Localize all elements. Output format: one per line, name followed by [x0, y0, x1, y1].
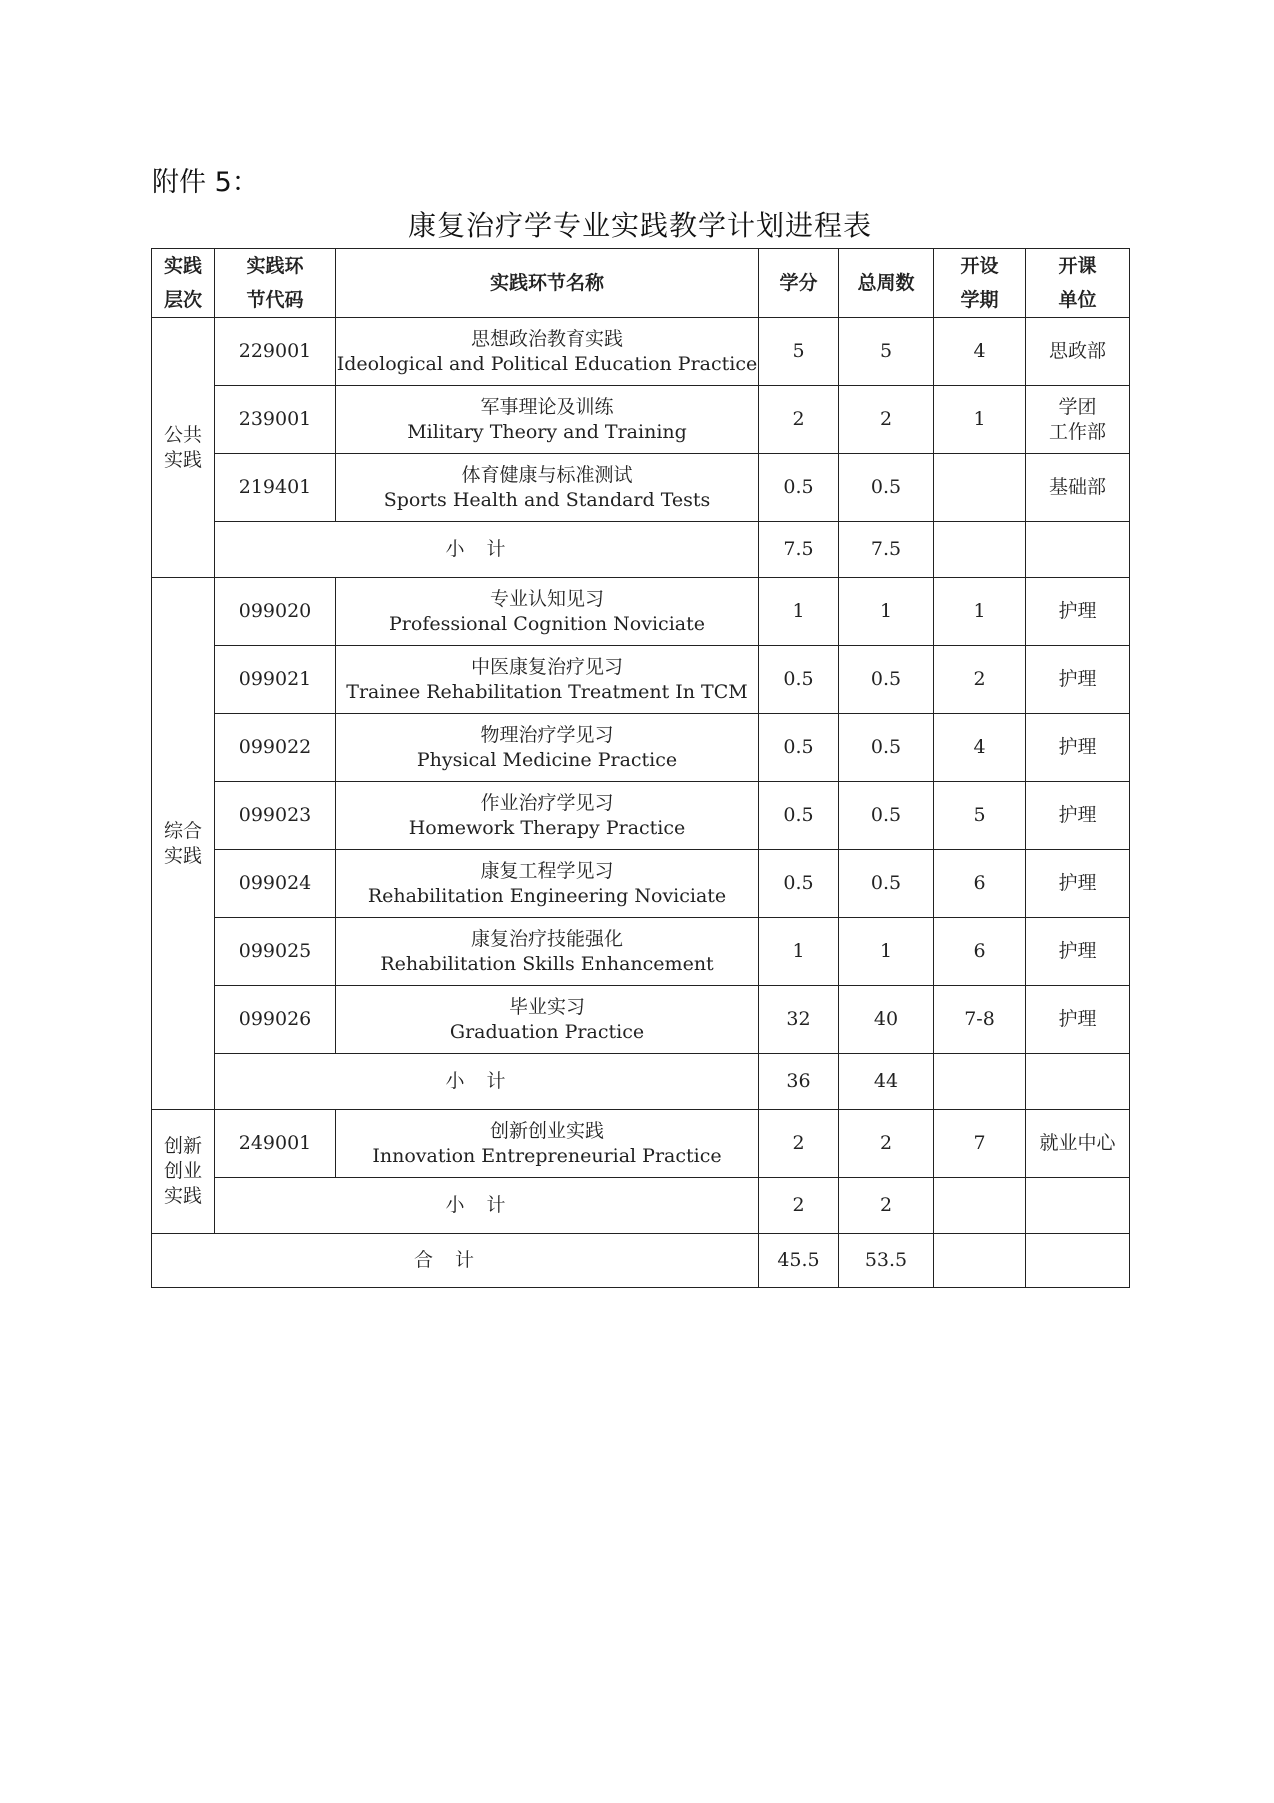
header-code-line2: 节代码 [246, 289, 304, 311]
unit-cell [1026, 850, 1130, 918]
practice-name-en: Innovation Entrepreneurial Practice [372, 1144, 722, 1167]
practice-code: 219401 [215, 454, 336, 522]
header-unit-line1: 开课 [1058, 255, 1097, 277]
header-unit-line2: 单位 [1058, 289, 1097, 311]
weeks-cell: 2 [839, 1110, 934, 1178]
weeks-cell: 0.5 [839, 850, 934, 918]
weeks-cell: 0.5 [839, 454, 934, 522]
unit-line: 护理 [1058, 804, 1097, 827]
semester-cell: 2 [934, 646, 1026, 714]
semester-cell: 4 [934, 318, 1026, 386]
practice-name-en: Sports Health and Standard Tests [383, 488, 711, 511]
practice-name [336, 454, 759, 522]
practice-code: 099024 [215, 850, 336, 918]
unit-line: 思政部 [1048, 340, 1106, 363]
document-title: 康复治疗学专业实践教学计划进程表 [407, 209, 872, 242]
practice-code: 099023 [215, 782, 336, 850]
total-row [152, 1234, 1130, 1288]
header-level-line1: 实践 [163, 255, 202, 277]
semester-cell [934, 454, 1026, 522]
table-row [152, 850, 1130, 918]
subtotal-row [152, 1178, 1130, 1234]
practice-level-line: 综合 [163, 819, 202, 842]
subtotal-credits: 7.5 [759, 522, 839, 578]
credits-cell: 0.5 [759, 850, 839, 918]
practice-code: 239001 [215, 386, 336, 454]
practice-code: 099022 [215, 714, 336, 782]
practice-plan-table [151, 248, 1130, 1288]
practice-name-cn: 物理治疗学见习 [480, 723, 614, 746]
unit-line: 工作部 [1048, 420, 1106, 443]
practice-level [152, 578, 215, 1110]
subtotal-semester [934, 1054, 1026, 1110]
unit-cell [1026, 386, 1130, 454]
practice-name [336, 578, 759, 646]
table-row [152, 386, 1130, 454]
header-unit [1026, 249, 1130, 318]
practice-name [336, 386, 759, 454]
practice-level-line: 实践 [163, 448, 202, 471]
total-credits: 45.5 [759, 1234, 839, 1288]
unit-line: 护理 [1058, 872, 1097, 895]
practice-code: 099026 [215, 986, 336, 1054]
practice-name-cn: 创新创业实践 [489, 1119, 604, 1142]
practice-level-line: 公共 [163, 423, 202, 446]
table-row [152, 782, 1130, 850]
practice-name-cn: 体育健康与标准测试 [461, 463, 633, 486]
practice-code: 099025 [215, 918, 336, 986]
subtotal-row [152, 522, 1130, 578]
practice-name-cn: 康复治疗技能强化 [470, 927, 623, 950]
semester-cell: 7 [934, 1110, 1026, 1178]
practice-level-line: 实践 [163, 844, 202, 867]
header-credits: 学分 [759, 249, 839, 318]
header-level [152, 249, 215, 318]
semester-cell: 5 [934, 782, 1026, 850]
weeks-cell: 40 [839, 986, 934, 1054]
unit-line: 护理 [1058, 940, 1097, 963]
unit-cell [1026, 578, 1130, 646]
subtotal-row [152, 1054, 1130, 1110]
header-row [152, 249, 1130, 318]
header-semester-line2: 学期 [960, 289, 999, 311]
table-row [152, 986, 1130, 1054]
weeks-cell: 5 [839, 318, 934, 386]
table-row [152, 318, 1130, 386]
unit-cell [1026, 646, 1130, 714]
subtotal-weeks: 44 [839, 1054, 934, 1110]
practice-name-cn: 毕业实习 [508, 995, 585, 1018]
practice-code: 249001 [215, 1110, 336, 1178]
unit-cell [1026, 782, 1130, 850]
header-name: 实践环节名称 [336, 249, 759, 318]
practice-code: 099020 [215, 578, 336, 646]
unit-line: 学团 [1058, 395, 1097, 418]
attachment-label: 附件 5： [152, 167, 259, 198]
semester-cell: 1 [934, 386, 1026, 454]
weeks-cell: 1 [839, 578, 934, 646]
practice-name-cn: 作业治疗学见习 [480, 791, 614, 814]
practice-name [336, 850, 759, 918]
subtotal-label: 小计 [215, 1178, 759, 1234]
practice-name-en: Professional Cognition Noviciate [389, 612, 705, 635]
credits-cell: 5 [759, 318, 839, 386]
table-row [152, 918, 1130, 986]
subtotal-unit [1026, 1054, 1130, 1110]
subtotal-credits: 2 [759, 1178, 839, 1234]
practice-name [336, 986, 759, 1054]
unit-cell [1026, 918, 1130, 986]
weeks-cell: 0.5 [839, 714, 934, 782]
table-row [152, 578, 1130, 646]
practice-level [152, 318, 215, 578]
unit-cell [1026, 1110, 1130, 1178]
semester-cell: 7-8 [934, 986, 1026, 1054]
unit-line: 护理 [1058, 1008, 1097, 1031]
total-unit [1026, 1234, 1130, 1288]
semester-cell: 6 [934, 850, 1026, 918]
table-row [152, 646, 1130, 714]
header-weeks: 总周数 [839, 249, 934, 318]
credits-cell: 0.5 [759, 646, 839, 714]
header-level-line2: 层次 [163, 289, 202, 311]
subtotal-label: 小计 [215, 1054, 759, 1110]
header-semester [934, 249, 1026, 318]
practice-name [336, 782, 759, 850]
practice-name-cn: 军事理论及训练 [480, 395, 614, 418]
credits-cell: 0.5 [759, 782, 839, 850]
practice-name-en: Military Theory and Training [407, 420, 687, 443]
practice-name [336, 918, 759, 986]
total-semester [934, 1234, 1026, 1288]
weeks-cell: 0.5 [839, 646, 934, 714]
practice-name [336, 714, 759, 782]
unit-line: 护理 [1058, 668, 1097, 691]
unit-line: 基础部 [1048, 476, 1106, 499]
practice-name-en: Rehabilitation Skills Enhancement [380, 952, 714, 975]
subtotal-credits: 36 [759, 1054, 839, 1110]
practice-code: 229001 [215, 318, 336, 386]
unit-cell [1026, 714, 1130, 782]
subtotal-semester [934, 1178, 1026, 1234]
table-row [152, 714, 1130, 782]
unit-cell [1026, 986, 1130, 1054]
total-weeks: 53.5 [839, 1234, 934, 1288]
semester-cell: 4 [934, 714, 1026, 782]
table-row [152, 1110, 1130, 1178]
unit-line: 护理 [1058, 736, 1097, 759]
credits-cell: 1 [759, 578, 839, 646]
weeks-cell: 2 [839, 386, 934, 454]
practice-name-en: Rehabilitation Engineering Noviciate [367, 884, 727, 907]
practice-name [336, 646, 759, 714]
practice-level [152, 1110, 215, 1234]
practice-level-line: 创业 [163, 1160, 202, 1183]
subtotal-unit [1026, 522, 1130, 578]
credits-cell: 2 [759, 386, 839, 454]
practice-code: 099021 [215, 646, 336, 714]
header-semester-line1: 开设 [960, 255, 999, 277]
practice-level-line: 实践 [163, 1184, 202, 1207]
semester-cell: 1 [934, 578, 1026, 646]
table-row [152, 454, 1130, 522]
credits-cell: 1 [759, 918, 839, 986]
practice-name-en: Ideological and Political Education Practice [336, 352, 758, 375]
subtotal-label: 小计 [215, 522, 759, 578]
unit-line: 就业中心 [1039, 1132, 1116, 1155]
header-code [215, 249, 336, 318]
practice-name-cn: 康复工程学见习 [480, 859, 614, 882]
unit-cell [1026, 454, 1130, 522]
practice-name-cn: 专业认知见习 [489, 587, 604, 610]
practice-name-en: Physical Medicine Practice [416, 748, 678, 771]
credits-cell: 0.5 [759, 454, 839, 522]
practice-name-en: Homework Therapy Practice [408, 816, 686, 839]
total-label: 合计 [152, 1234, 759, 1288]
credits-cell: 0.5 [759, 714, 839, 782]
subtotal-semester [934, 522, 1026, 578]
practice-level-line: 创新 [163, 1135, 202, 1158]
semester-cell: 6 [934, 918, 1026, 986]
practice-name-en: Graduation Practice [449, 1020, 645, 1043]
credits-cell: 2 [759, 1110, 839, 1178]
practice-name-en: Trainee Rehabilitation Treatment In TCM [346, 680, 748, 703]
practice-name [336, 1110, 759, 1178]
subtotal-weeks: 2 [839, 1178, 934, 1234]
table-body [152, 249, 1130, 1288]
subtotal-unit [1026, 1178, 1130, 1234]
unit-cell [1026, 318, 1130, 386]
credits-cell: 32 [759, 986, 839, 1054]
header-code-line1: 实践环 [246, 255, 304, 277]
subtotal-weeks: 7.5 [839, 522, 934, 578]
practice-name [336, 318, 759, 386]
practice-name-cn: 中医康复治疗见习 [470, 655, 623, 678]
weeks-cell: 1 [839, 918, 934, 986]
practice-name-cn: 思想政治教育实践 [470, 327, 623, 350]
weeks-cell: 0.5 [839, 782, 934, 850]
unit-line: 护理 [1058, 600, 1097, 623]
